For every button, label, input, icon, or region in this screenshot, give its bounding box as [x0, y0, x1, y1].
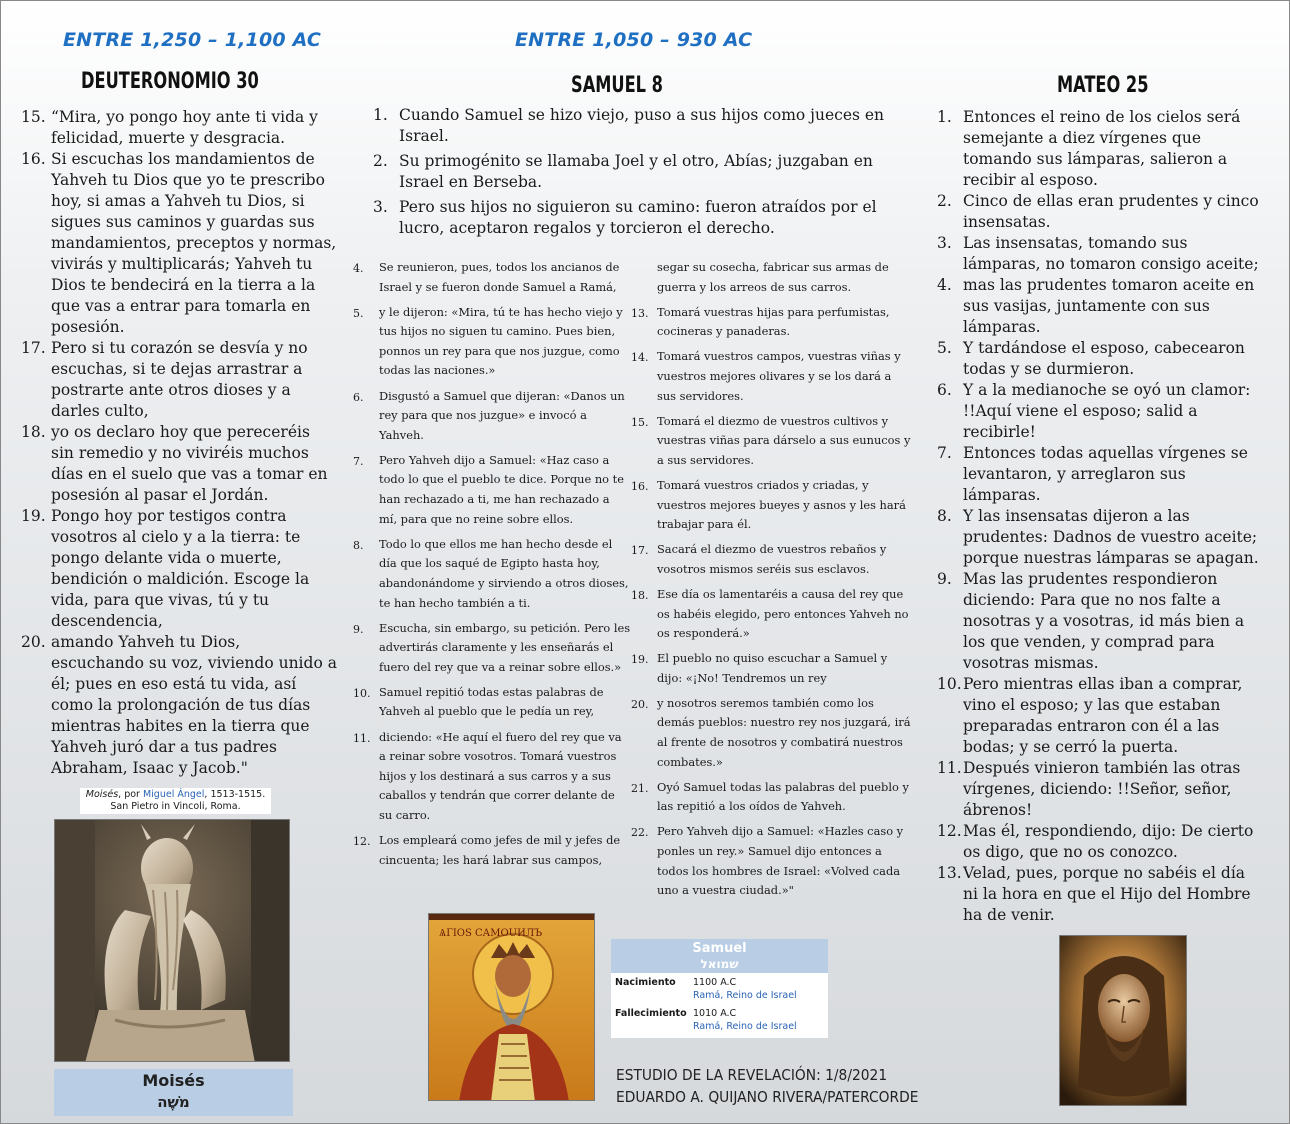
verse-number: 21.	[631, 781, 649, 795]
infobox-header	[611, 939, 828, 973]
death-label: Fallecimiento	[615, 1008, 687, 1019]
verse-item	[373, 197, 893, 239]
verse-text: Ese día os lamentaréis a causa del rey que os habéis elegido, pero entonces Yahveh no os responderá.»	[657, 586, 909, 641]
verse-text: Y a la medianoche se oyó un clamor: !!Aquí viene el esposo; salid a recibirle!	[963, 381, 1251, 441]
verse-text: “Mira, yo pongo hoy ante ti vida y felicidad, muerte y desgracia.	[51, 108, 318, 147]
verse-text: Tomará vuestros criados y criadas, y vuestros mejores bueyes y asnos y les hará trabajar para él.	[657, 477, 906, 532]
infobox-name: Samuel	[692, 941, 747, 956]
verse-text: Velad, pues, porque no sabéis el día ni la hora en que el Hijo del Hombre ha de venir.	[963, 864, 1251, 924]
infobox-row-death	[611, 1004, 828, 1035]
verse-number: 12.	[353, 835, 371, 849]
verse-number: 1.	[937, 108, 952, 126]
verse-text: Los empleará como jefes de mil y jefes de cincuenta; les hará labrar sus campos,	[379, 833, 621, 867]
verse-text: Cinco de ellas eran prudentes y cinco insensatas.	[963, 192, 1259, 231]
verse-item	[631, 694, 911, 772]
verse-number: 4.	[353, 262, 364, 275]
verse-text: diciendo: «He aquí el fuero del rey que va a reinar sobre vosotros. Tomará vuestros hijos y los destinará a sus carros y a sus caballos y tendrán que correr delante de su carro.	[379, 729, 622, 822]
samuel-icon-image	[428, 913, 595, 1101]
verse-text: y nosotros seremos también como los demás pueblos: nuestro rey nos juzgará, irá al frente de nosotros y combatirá nuestros combates.»	[657, 695, 911, 769]
verse-item	[21, 632, 337, 779]
verse-item	[631, 585, 911, 644]
col-title-mateo: MATEO 25	[1057, 73, 1149, 98]
samuel-verses-right-wrap	[631, 258, 911, 906]
verse-text: Pero Yahveh dijo a Samuel: «Haz caso a todo lo que el pueblo te dice. Porque no te han rechazado a ti, me han rechazado a mí, para que no reine sobre ellos.	[379, 452, 624, 526]
verse-text: y le dijeron: «Mira, tú te has hecho viejo y tus hijos no siguen tu camino. Pues bien, ponnos un rey para que nos juzgue, como todas las naciones.»	[379, 304, 623, 378]
verse-item	[937, 758, 1263, 821]
infobox-hebrew: שמואל	[700, 957, 739, 971]
moises-caption	[80, 788, 271, 814]
verse-item	[937, 107, 1263, 191]
verse-text: Y las insensatas dijeron a las prudentes: Dadnos de vuestro aceite; porque nuestras lámparas se apagan.	[963, 507, 1259, 567]
birth-label: Nacimiento	[615, 977, 676, 988]
era-label-deuteronomio: ENTRE 1,250 – 1,100 AC	[63, 29, 322, 51]
verse-item	[631, 303, 911, 342]
verse-item	[373, 151, 893, 193]
caption-years: , 1513-1515.	[204, 789, 266, 800]
verse-number: 17.	[21, 339, 46, 357]
verse-text: mas las prudentes tomaron aceite en sus vasijas, juntamente con sus lámparas.	[963, 276, 1255, 336]
verse-item	[937, 191, 1263, 233]
verse-number: 16.	[21, 150, 46, 168]
verse-item	[353, 619, 631, 678]
verse-number: 18.	[21, 423, 46, 441]
verse-item	[353, 303, 631, 381]
verse-number: 8.	[937, 507, 952, 525]
verse-number: 1.	[373, 106, 388, 124]
verse-item	[353, 831, 631, 870]
verse-text: Oyó Samuel todas las palabras del pueblo y las repitió a los oídos de Yahveh.	[657, 779, 909, 814]
verse-item	[937, 863, 1263, 926]
verse-item	[631, 649, 911, 688]
moises-name-hebrew: מֹשֶׁה	[157, 1093, 190, 1111]
verse-text: Y tardándose el esposo, cabecearon todas y se durmieron.	[963, 339, 1245, 378]
verse-number: 9.	[353, 622, 364, 636]
verse-text: Sacará el diezmo de vuestros rebaños y vosotros mismos seréis sus esclavos.	[657, 542, 887, 576]
verse-number: 13.	[631, 306, 649, 320]
moises-name-box	[54, 1069, 293, 1116]
verse-text: Entonces el reino de los cielos será semejante a diez vírgenes que tomando sus lámparas, salieron a recibir al esposo.	[963, 108, 1241, 189]
caption-place: San Pietro in Vincoli, Roma.	[110, 801, 241, 812]
verse-text: Mas las prudentes respondieron diciendo: Para que no nos falte a nosotras y a vosotras, id más bien a los que venden, y comprad para vosotras mismas.	[963, 570, 1245, 672]
verse-text: Después vinieron también las otras vírgenes, diciendo: !!Señor, señor, ábrenos!	[963, 759, 1241, 819]
moises-name-latin: Moisés	[142, 1071, 205, 1090]
verse-text: Pero si tu corazón se desvía y no escuchas, si te dejas arrastrar a postrarte ante otros dioses y a darles culto,	[51, 339, 308, 420]
verse-text: Todo lo que ellos me han hecho desde el día que los saqué de Egipto hasta hoy, abandonándome y sirviendo a otros dioses, te han hecho también a ti.	[379, 536, 629, 610]
verse-number: 12.	[937, 822, 962, 840]
verse-number: 2.	[373, 152, 388, 170]
verse-item	[631, 476, 911, 535]
birth-date: 1100 A.C	[693, 977, 737, 988]
verse-number: 20.	[21, 633, 46, 651]
verse-text: Las insensatas, tomando sus lámparas, no tomaron consigo aceite;	[963, 234, 1259, 273]
caption-title: Moisés	[85, 789, 119, 800]
verse-text: amando Yahveh tu Dios, escuchando su voz, viviendo unido a él; pues en eso está tu vida, así como la prolongación de tus días mientras habites en la tierra que Yahveh juró dar a tus padres Abraham, Isaac y Jacob."	[51, 633, 337, 777]
verse-number: 11.	[937, 759, 962, 777]
mateo-verses	[937, 107, 1263, 926]
verse-text: Samuel repitió todas estas palabras de Yahveh al pueblo que le pedía un rey,	[379, 684, 604, 719]
verse-number: 6.	[353, 390, 364, 404]
verse-text: Pero sus hijos no siguieron su camino: fueron atraídos por el lucro, aceptaron regalos y torcieron el derecho.	[399, 198, 877, 237]
verse-number: 3.	[373, 198, 388, 216]
verse-number: 13.	[937, 864, 962, 882]
verse-item	[353, 535, 631, 613]
verse-number: 5.	[353, 306, 364, 320]
verse-number: 8.	[353, 538, 364, 552]
verse-text: Tomará vuestras hijas para perfumistas, cocineras y panaderas.	[657, 304, 890, 339]
verse-item	[21, 506, 337, 632]
deuteronomio-verses	[21, 107, 337, 779]
verse-item	[631, 412, 911, 471]
verse-item	[937, 233, 1263, 275]
verse-number: 4.	[937, 276, 952, 294]
verse-text: Mas él, respondiendo, dijo: De cierto os digo, que no os conozco.	[963, 822, 1254, 861]
verse-number: 15.	[21, 108, 46, 126]
verse-number: 15.	[631, 415, 649, 429]
verse-item	[937, 821, 1263, 863]
verse-item	[937, 506, 1263, 569]
verse-item	[631, 540, 911, 579]
samuel-verse-12-continuation: segar su cosecha, fabricar sus armas de guerra y los arreos de sus carros.	[657, 260, 889, 294]
verse-number: 7.	[937, 444, 952, 462]
verse-number: 10.	[353, 686, 371, 700]
verse-item	[373, 105, 893, 147]
verse-text: Se reunieron, pues, todos los ancianos de Israel y se fueron donde Samuel a Ramá,	[379, 260, 620, 294]
era-label-samuel: ENTRE 1,050 – 930 AC	[515, 29, 753, 51]
verse-number: 6.	[937, 381, 952, 399]
verse-item	[353, 683, 631, 722]
verse-item	[353, 728, 631, 826]
verse-number: 22.	[631, 826, 649, 840]
verse-item	[353, 451, 631, 529]
verse-number: 16.	[631, 479, 649, 493]
samuel-infobox	[611, 939, 828, 1038]
footer-study-date: ESTUDIO DE LA REVELACIÓN: 1/8/2021	[616, 1066, 888, 1084]
caption-by: , por	[118, 789, 143, 800]
col-title-deuteronomio: DEUTERONOMIO 30	[81, 69, 259, 94]
icon-header-text: ѦГIOS САМОUИЛЪ	[439, 928, 543, 939]
verse-text: Disgustó a Samuel que dijeran: «Danos un rey para que nos juzgue» e invocó a Yahveh.	[379, 388, 625, 442]
verse-text: Escucha, sin embargo, su petición. Pero les advertirás claramente y les enseñarás el fuero del rey que va a reinar sobre ellos.»	[379, 620, 631, 674]
verse-item	[21, 422, 337, 506]
verse-item	[21, 149, 337, 338]
verse-number: 2.	[937, 192, 952, 210]
samuel-verses-left	[353, 258, 631, 876]
verse-item	[353, 258, 631, 297]
verse-item	[937, 569, 1263, 674]
samuel-verses-right	[631, 303, 911, 901]
artist-link[interactable]: Miguel Ángel	[142, 789, 205, 800]
verse-item	[21, 338, 337, 422]
verse-item	[937, 674, 1263, 758]
verse-text: El pueblo no quiso escuchar a Samuel y dijo: «¡No! Tendremos un rey	[657, 651, 888, 685]
verse-item	[937, 338, 1263, 380]
infobox-row-birth	[611, 973, 828, 1004]
verse-item	[631, 347, 911, 406]
verse-number: 9.	[937, 570, 952, 588]
verse-text: Su primogénito se llamaba Joel y el otro, Abías; juzgaban en Israel en Berseba.	[399, 152, 873, 191]
footer-author: EDUARDO A. QUIJANO RIVERA/PATERCORDE	[616, 1088, 919, 1106]
verse-text: Entonces todas aquellas vírgenes se levantaron, y arreglaron sus lámparas.	[963, 444, 1248, 504]
verse-number: 14.	[631, 351, 649, 365]
verse-item	[631, 822, 911, 900]
verse-item	[21, 107, 337, 149]
verse-text: yo os declaro hoy que pereceréis sin remedio y no viviréis muchos días en el suelo que vas a tomar en posesión al pasar el Jordán.	[51, 423, 328, 504]
verse-item	[353, 387, 631, 446]
death-date: 1010 A.C	[693, 1008, 737, 1019]
verse-number: 19.	[631, 653, 649, 667]
moises-statue-image	[54, 819, 290, 1062]
col-title-samuel: SAMUEL 8	[571, 73, 663, 98]
verse-item	[631, 778, 911, 817]
verse-text: Pongo hoy por testigos contra vosotros al cielo y a la tierra: te pongo delante vida o muerte, bendición o maldición. Escoge la vida, para que vivas, tú y tu descendencia,	[51, 507, 310, 630]
verse-number: 5.	[937, 339, 952, 357]
verse-item	[937, 275, 1263, 338]
birth-place-link[interactable]: Ramá, Reino de Israel	[693, 990, 797, 1001]
verse-number: 19.	[21, 507, 46, 525]
verse-text: Tomará el diezmo de vuestros cultivos y vuestras viñas para dárselo a sus eunucos y a sus servidores.	[657, 413, 911, 467]
verse-text: Pero Yahveh dijo a Samuel: «Hazles caso y ponles un rey.» Samuel dijo entonces a todos los hombres de Israel: «Volved cada uno a vuestra ciudad.»"	[657, 824, 904, 898]
verse-number: 20.	[631, 697, 649, 711]
verse-number: 3.	[937, 234, 952, 252]
verse-number: 10.	[937, 675, 962, 693]
death-place-link[interactable]: Ramá, Reino de Israel	[693, 1021, 797, 1032]
verse-number: 11.	[353, 731, 371, 745]
verse-text: Cuando Samuel se hizo viejo, puso a sus hijos como jueces en Israel.	[399, 106, 885, 145]
verse-item	[937, 380, 1263, 443]
samuel-verses-large	[373, 105, 893, 243]
verse-text: Si escuchas los mandamientos de Yahveh tu Dios que yo te prescribo hoy, si amas a Yahveh tu Dios, si sigues sus caminos y guardas sus mandamientos, preceptos y normas, vivirás y multiplicarás; Yahveh tu Dios te bendecirá en la tierra a la que vas a entrar para tomarla en posesión.	[51, 150, 337, 336]
verse-number: 18.	[631, 588, 649, 602]
verse-text: Pero mientras ellas iban a comprar, vino el esposo; y las que estaban preparadas entraron con él a las bodas; y se cerró la puerta.	[963, 675, 1243, 756]
jesus-face-image	[1059, 935, 1187, 1106]
verse-item	[937, 443, 1263, 506]
verse-number: 7.	[353, 454, 364, 468]
verse-number: 17.	[631, 544, 649, 558]
verse-text: Tomará vuestros campos, vuestras viñas y vuestros mejores olivares y se los dará a sus servidores.	[657, 349, 901, 403]
